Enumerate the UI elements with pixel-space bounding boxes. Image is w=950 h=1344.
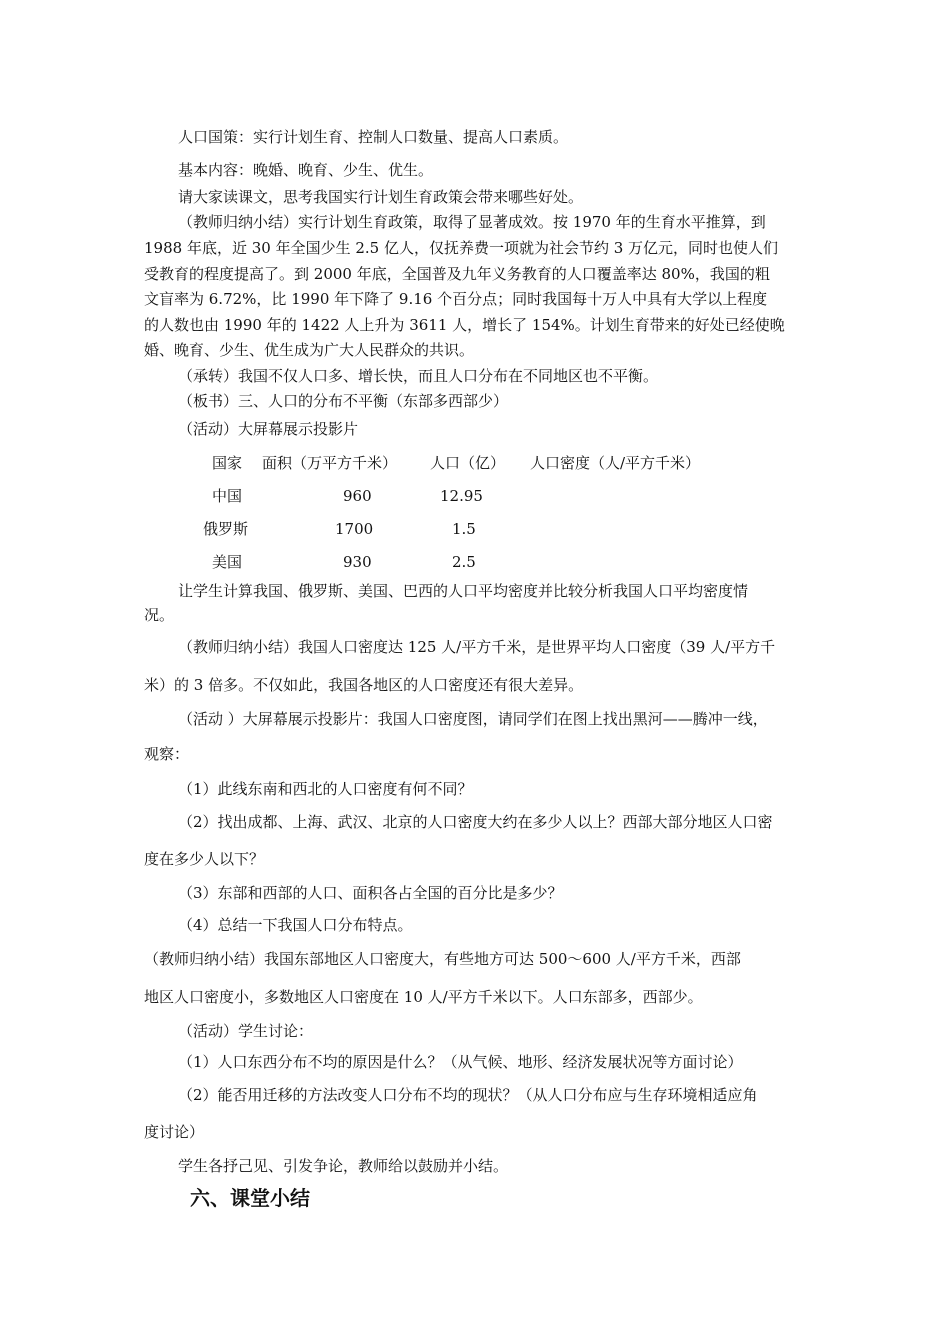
- paragraph-line: 1988 年底，近 30 年全国少生 2.5 亿人，仅抚养费一项就为社会节约 3 万亿元，同时也使人们: [144, 239, 779, 257]
- paragraph-line: 米）的 3 倍多。不仅如此，我国各地区的人口密度还有很大差异。: [144, 676, 584, 694]
- table-header: 人口（亿）: [430, 454, 506, 472]
- paragraph-line: 度讨论）: [144, 1123, 205, 1141]
- table-cell: 1700: [335, 520, 374, 538]
- paragraph-line: 基本内容：晚婚、晚育、少生、优生。: [178, 161, 434, 179]
- table-header: 国家: [212, 454, 243, 472]
- paragraph-line: 让学生计算我国、俄罗斯、美国、巴西的人口平均密度并比较分析我国人口平均密度情: [178, 582, 749, 600]
- paragraph-line: 况。: [144, 606, 175, 624]
- paragraph-line: 受教育的程度提高了。到 2000 年底，全国普及九年义务教育的人口覆盖率达 80%，我国的粗: [144, 265, 770, 283]
- paragraph-line: （活动）大屏幕展示投影片: [178, 420, 359, 438]
- paragraph-line: （1）人口东西分布不均的原因是什么？（从气候、地形、经济发展状况等方面讨论）: [178, 1053, 743, 1071]
- paragraph-line: （2）能否用迁移的方法改变人口分布不均的现状？（从人口分布应与生存环境相适应角: [178, 1086, 758, 1104]
- table-cell: 美国: [212, 553, 243, 571]
- paragraph-line: （活动）学生讨论：: [178, 1022, 314, 1040]
- paragraph-line: （教师归纳小结）实行计划生育政策，取得了显著成效。按 1970 年的生育水平推算，到: [178, 213, 766, 231]
- paragraph-line: 地区人口密度小，多数地区人口密度在 10 人/平方千米以下。人口东部多，西部少。: [144, 988, 703, 1006]
- table-cell: 960: [343, 487, 372, 505]
- paragraph-line: （3）东部和西部的人口、面积各占全国的百分比是多少？: [178, 884, 563, 902]
- paragraph-line: 婚、晚育、少生、优生成为广大人民群众的共识。: [144, 341, 475, 359]
- section-heading: 六、课堂小结: [190, 1186, 310, 1210]
- table-cell: 930: [343, 553, 372, 571]
- paragraph-line: （4）总结一下我国人口分布特点。: [178, 916, 413, 934]
- table-cell: 2.5: [452, 553, 476, 571]
- table-cell: 1.5: [452, 520, 476, 538]
- paragraph-line: 文盲率为 6.72%，比 1990 年下降了 9.16 个百分点；同时我国每十万人中具有大学以上程度: [144, 290, 768, 308]
- paragraph-line: 度在多少人以下？: [144, 850, 265, 868]
- paragraph-line: （1）此线东南和西北的人口密度有何不同？: [178, 780, 473, 798]
- paragraph-line: （承转）我国不仅人口多、增长快，而且人口分布在不同地区也不平衡。: [178, 367, 659, 385]
- paragraph-line: 学生各抒己见、引发争论，教师给以鼓励并小结。: [178, 1157, 509, 1175]
- table-cell: 俄罗斯: [203, 520, 249, 538]
- paragraph-line: （2）找出成都、上海、武汉、北京的人口密度大约在多少人以上？西部大部分地区人口密: [178, 813, 773, 831]
- table-cell: 中国: [212, 487, 243, 505]
- paragraph-line: （板书）三、人口的分布不平衡（东部多西部少）: [178, 392, 509, 410]
- paragraph-line: 观察：: [144, 745, 190, 763]
- paragraph-line: 的人数也由 1990 年的 1422 人上升为 3611 人，增长了 154%。计划生育带来的好处已经使晚: [144, 316, 785, 334]
- paragraph-line: （教师归纳小结）我国东部地区人口密度大，有些地方可达 500～600 人/平方千米，西部: [144, 950, 741, 968]
- table-cell: 12.95: [440, 487, 483, 505]
- table-header: 人口密度（人/平方千米）: [530, 454, 701, 472]
- paragraph-line: 请大家读课文，思考我国实行计划生育政策会带来哪些好处。: [178, 188, 584, 206]
- table-header: 面积（万平方千米）: [262, 454, 398, 472]
- paragraph-line: （教师归纳小结）我国人口密度达 125 人/平方千米，是世界平均人口密度（39 人/平方千: [178, 638, 776, 656]
- paragraph-line: 人口国策：实行计划生育、控制人口数量、提高人口素质。: [178, 128, 569, 146]
- paragraph-line: （活动 ）大屏幕展示投影片：我国人口密度图，请同学们在图上找出黑河——腾冲一线，: [178, 710, 768, 728]
